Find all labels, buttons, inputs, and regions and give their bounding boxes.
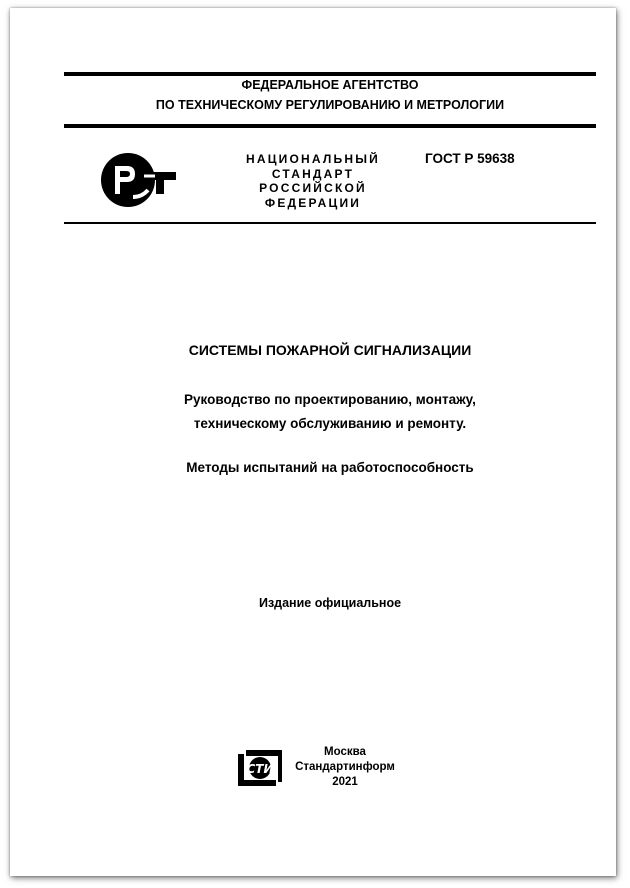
gost-number: ГОСТ Р 59638 — [425, 151, 515, 166]
thin-rule — [64, 222, 596, 224]
national-line-1: НАЦИОНАЛЬНЫЙ — [245, 152, 381, 166]
rst-gost-logo-icon — [98, 150, 178, 210]
national-line-3: РОССИЙСКОЙ — [259, 181, 367, 195]
middle-rule-thick — [64, 124, 596, 128]
subtitle — [64, 388, 596, 436]
document-page — [10, 8, 616, 876]
subtitle-line-2: техническому обслуживанию и ремонту. — [193, 416, 467, 431]
publisher-block — [290, 745, 400, 790]
methods-title: Методы испытаний на работоспособность — [186, 460, 474, 475]
agency-line-2: ПО ТЕХНИЧЕСКОМУ РЕГУЛИРОВАНИЮ И МЕТРОЛОГИИ — [155, 98, 505, 112]
main-title: СИСТЕМЫ ПОЖАРНОЙ СИГНАЛИЗАЦИИ — [188, 342, 472, 358]
subtitle-line-1: Руководство по проектированию, монтажу, — [184, 392, 476, 407]
svg-text:СТИ: СТИ — [246, 762, 274, 776]
national-line-4: ФЕДЕРАЦИИ — [264, 195, 362, 210]
top-rule-thick — [64, 72, 596, 76]
national-standard-block — [238, 152, 388, 210]
agency-line-1: ФЕДЕРАЛЬНОЕ АГЕНТСТВО — [241, 78, 419, 92]
national-line-2: СТАНДАРТ — [271, 166, 355, 181]
publisher-name: Стандартинформ — [295, 761, 395, 773]
publisher-year: 2021 — [332, 776, 358, 788]
edition-note: Издание официальное — [258, 596, 402, 610]
standartinform-logo-icon — [236, 746, 284, 788]
publisher-city: Москва — [324, 746, 366, 758]
